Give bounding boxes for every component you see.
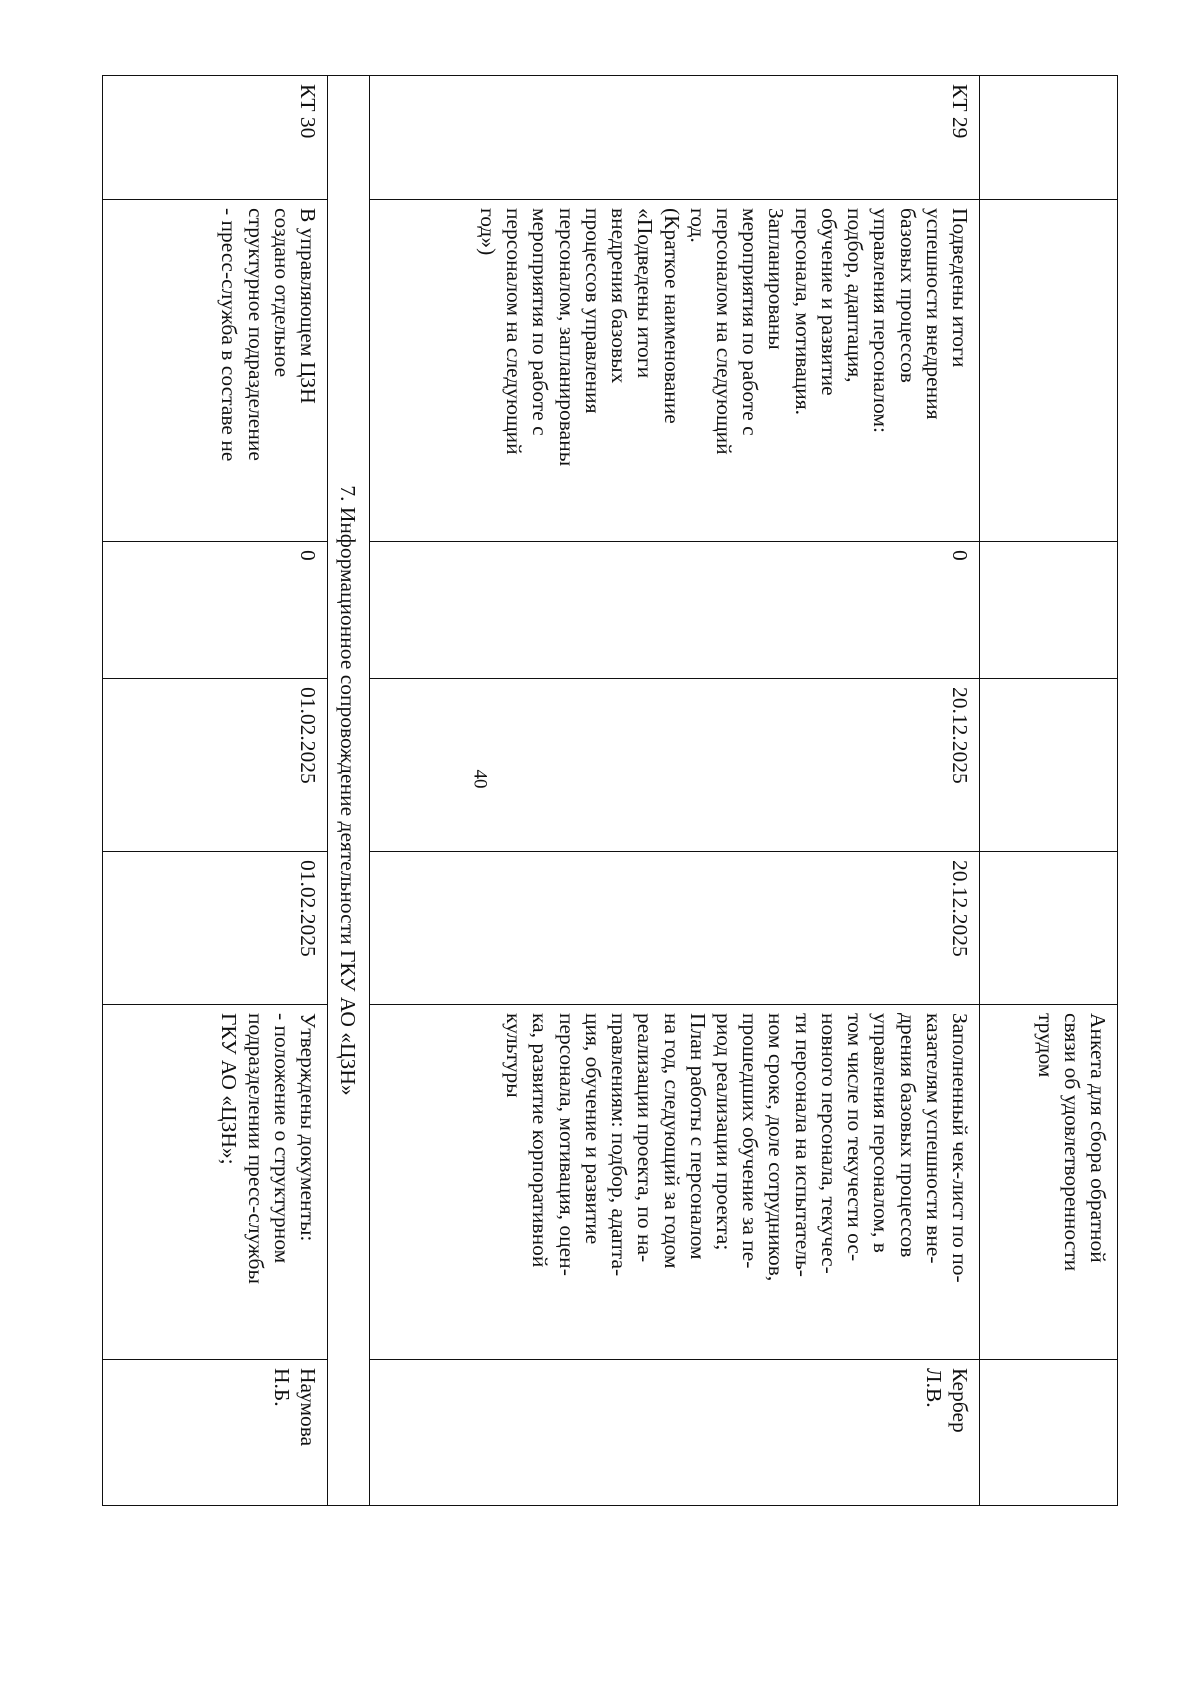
kt30-date-end: 01.02.2025 [103,852,328,1005]
text-line: Запланированы [764,208,789,350]
kt29-result [370,1005,980,1360]
text-line: год. [685,208,710,243]
text-line: Утверждены документы: [296,1013,320,1242]
kt30-description [103,200,328,542]
kt29-date-end: 20.12.2025 [370,852,980,1005]
text-line: персонала, мотивация. [790,208,815,416]
text-line: дрения базовых процессов [895,1013,920,1258]
table-row-kt29 [370,76,980,1506]
text-line: подбор, адаптация, [843,208,868,383]
cell-empty [980,76,1118,200]
text-line: ГКУ АО «ЦЗН»; [217,1013,242,1165]
kt30-result [103,1005,328,1360]
text-line: Подведены итоги [948,208,972,368]
text-line: правлениям: подбор, адапта- [607,1013,632,1277]
text-line: год») [476,208,501,256]
text-line: ном сроке, доле сотрудников, [764,1013,789,1282]
text-line: внедрения базовых [607,208,632,384]
text-line: персонала, мотивация, оцен- [554,1013,579,1276]
text-line: новного персонала, текучес- [816,1013,841,1274]
text-line: ция, обучение и развитие [580,1013,605,1245]
text-line: обучение и развитие [816,208,841,396]
table-row-kt30 [103,76,328,1506]
cell-empty [980,200,1118,542]
text-line: персоналом на следующий [502,208,527,455]
kt29-responsible [370,1360,980,1506]
text-line: создано отдельное [269,208,294,378]
kt30-date-start: 01.02.2025 [103,679,328,852]
kt30-id: КТ 30 [103,76,328,200]
text-line: связи об удовлетворенности [1059,1013,1084,1272]
cell-empty [980,1360,1118,1506]
kt29-date-start: 20.12.2025 [370,679,980,852]
text-line: (Краткое наименование [659,208,684,424]
text-line: казателям успешности вне- [921,1013,946,1264]
text-line: Л.В. [921,1368,946,1408]
text-line: ти персонала на испытатель- [790,1013,815,1277]
kt29-description [370,200,980,542]
text-line: том числе по текучести ос- [843,1013,868,1262]
text-line: Наумова [296,1368,320,1447]
text-line: прошедших обучение за пе- [738,1013,763,1269]
kt29-value: 0 [370,542,980,679]
text-line: процессов управления [580,208,605,414]
cell-empty [980,679,1118,852]
text-line: ка, развитие корпоративной [528,1013,553,1268]
text-line: Заполненный чек-лист по по- [948,1013,972,1283]
section-row [328,76,370,1506]
text-line: План работы с персоналом [685,1013,710,1260]
text-line: успешности внедрения [921,208,946,420]
kt30-responsible [103,1360,328,1506]
text-line: - положение о структурном [269,1013,294,1264]
text-line: управления персоналом: [869,208,894,433]
table-row-top [980,76,1118,1506]
text-line: на год, следующий за годом [659,1013,684,1269]
text-line: В управляющем ЦЗН [296,208,320,404]
text-line: риод реализации проекта; [712,1013,737,1251]
text-line: управления персоналом, в [869,1013,894,1253]
text-line: структурное подразделение [243,208,268,461]
kt30-value: 0 [103,542,328,679]
text-line: - пресс-служба в составе не [217,208,242,462]
text-line: Кербер [948,1368,972,1433]
text-line: трудом [1033,1013,1058,1078]
cell-empty [980,542,1118,679]
text-line: подразделении пресс-службы [243,1013,268,1284]
text-line: персоналом, запланированы [554,208,579,467]
rotated-page [102,75,1118,1505]
text-line: реализации проекта, по на- [633,1013,658,1263]
text-line: персоналом на следующий [712,208,737,455]
text-line: «Подведены итоги [633,208,658,379]
plan-table [102,75,1118,1506]
text-line: Анкета для сбора обратной [1086,1013,1110,1263]
cell-top-result [980,1005,1118,1360]
section-title: 7. Информационное сопровождение деятельности ГКУ АО «ЦЗН» [328,76,370,1506]
text-line: мероприятия по работе с [738,208,763,436]
kt29-id: КТ 29 [370,76,980,200]
text-line: Н.Б. [269,1368,294,1407]
page-number: 40 [469,769,491,789]
text-line: базовых процессов [895,208,920,383]
text-line: культуры [502,1013,527,1098]
text-line: мероприятия по работе с [528,208,553,436]
cell-empty [980,852,1118,1005]
